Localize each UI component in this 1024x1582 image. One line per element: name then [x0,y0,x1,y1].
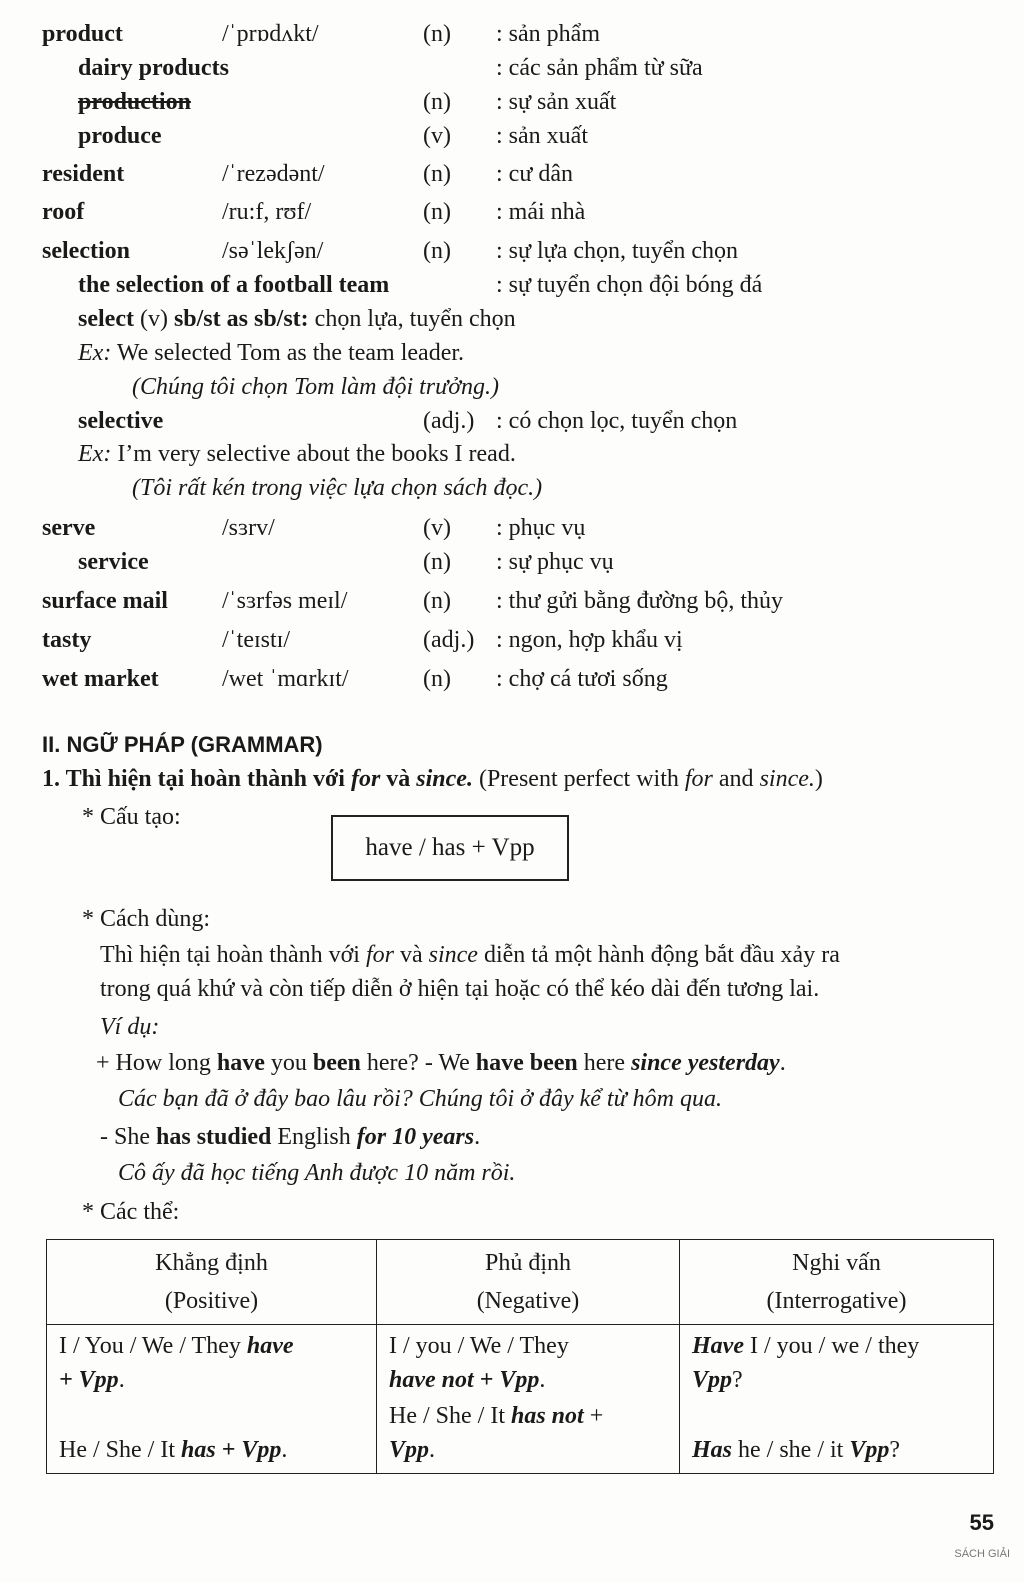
forms-table [46,1239,994,1474]
vocab-meaning: : có chọn lọc, tuyển chọn [496,408,738,434]
vocab-row [0,233,1024,269]
vocab-row [0,403,1024,439]
vocab-meaning: : cư dân [496,161,573,187]
grammar-point-title: 1. Thì hiện tại hoàn thành với for và since. (Present perfect with for and since.) [42,766,823,792]
table-row [47,1325,994,1474]
table-cell-interrogative: Have I / you / we / they Vpp? Has he / she / it Vpp? [680,1325,994,1474]
vocab-pos: (n) [423,21,451,47]
example-line: Ex: We selected Tom as the team leader. [78,340,465,366]
vocab-meaning: : sự lựa chọn, tuyển chọn [496,238,738,264]
vocab-row [0,194,1024,230]
example-line: Ex: I’m very selective about the books I read. [78,441,516,467]
vocab-row [0,50,1024,86]
usage-text: trong quá khứ và còn tiếp diễn ở hiện tại hoặc có thể kéo dài đến tương lai. [100,976,820,1002]
vocab-meaning: : sự sản xuất [496,89,617,115]
vocab-row [0,510,1024,546]
vocab-meaning: : sản phẩm [496,21,600,47]
forms-label: * Các thể: [82,1199,180,1225]
vocab-phonetic: /səˈlekʃən/ [222,238,324,264]
table-header-row [47,1240,994,1325]
vocab-row [0,661,1024,697]
vocab-word: selection [42,238,130,264]
vocab-word: the selection of a football team [78,272,390,298]
vocab-word: dairy products [78,55,229,81]
vocab-phonetic: /ˈprɒdʌkt/ [222,21,319,47]
vocab-row [0,544,1024,580]
publisher-logo: SÁCH GIẢI [954,1548,1010,1560]
example-translation: Cô ấy đã học tiếng Anh được 10 năm rồi. [118,1160,516,1186]
vocab-pos: (n) [423,238,451,264]
vocab-word: product [42,21,123,47]
vocab-meaning: : phục vụ [496,515,586,541]
formula-text: have / has + Vpp [365,834,535,861]
vocab-pos: (adj.) [423,408,475,434]
vocab-pos: (n) [423,549,451,575]
section-heading: II. NGỮ PHÁP (GRAMMAR) [42,732,323,757]
table-cell-negative: I / you / We / They have not + Vpp. He / She / It has not + Vpp. [377,1325,680,1474]
structure-label: * Cấu tạo: [82,804,181,830]
example-translation: (Chúng tôi chọn Tom làm đội trưởng.) [132,374,500,400]
usage-text: Thì hiện tại hoàn thành với for và since diễn tả một hành động bắt đầu xảy ra [100,942,840,968]
page-number: 55 [969,1510,994,1535]
vocab-pos: (n) [423,199,451,225]
vocab-word: roof [42,199,85,225]
vocab-pos: (v) [423,515,451,541]
vocab-meaning: : sự phục vụ [496,549,614,575]
vocab-pos: (v) [423,123,451,149]
vocab-pos: (adj.) [423,627,475,653]
vocab-row [0,622,1024,658]
usage-label: * Cách dùng: [82,906,210,932]
vocab-meaning: : các sản phẩm từ sữa [496,55,703,81]
vocab-word: serve [42,515,96,541]
example-translation: Các bạn đã ở đây bao lâu rồi? Chúng tôi ở đây kể từ hôm qua. [118,1086,722,1112]
vocab-row [0,583,1024,619]
vocab-pos: (n) [423,588,451,614]
vocab-word: produce [78,123,162,149]
example-label: Ví dụ: [100,1014,160,1040]
vocab-phonetic: /ˈsɜrfəs meɪl/ [222,588,348,614]
vocab-word: tasty [42,627,92,653]
table-header-cell: Phủ định (Negative) [377,1240,680,1325]
example-translation: (Tôi rất kén trong việc lựa chọn sách đọc.) [132,475,543,501]
select-note: select (v) sb/st as sb/st: chọn lựa, tuyển chọn [78,306,516,332]
formula-box [331,815,569,881]
vocab-word: resident [42,161,125,187]
vocab-meaning: : mái nhà [496,199,586,225]
table-header-cell: Khẳng định (Positive) [47,1240,377,1325]
vocab-word: service [78,549,149,575]
vocab-phonetic: /ˈteɪstɪ/ [222,627,290,653]
example-line: + How long have you been here? - We have been here since yesterday. [96,1050,786,1076]
vocab-meaning: : chợ cá tươi sống [496,666,668,692]
vocab-word: surface mail [42,588,168,614]
vocab-meaning: : thư gửi bằng đường bộ, thủy [496,588,784,614]
vocab-row [0,84,1024,120]
vocab-row [0,16,1024,52]
vocab-word: production [78,89,191,115]
table-cell-positive: I / You / We / They have + Vpp. He / She / It has + Vpp. [47,1325,377,1474]
vocab-pos: (n) [423,89,451,115]
table-header-cell: Nghi vấn (Interrogative) [680,1240,994,1325]
vocab-row [0,118,1024,154]
vocab-phonetic: /sɜrv/ [222,515,275,541]
example-line: - She has studied English for 10 years. [100,1124,481,1150]
vocab-word: selective [78,408,164,434]
vocab-row [0,267,1024,303]
vocab-meaning: : ngon, hợp khẩu vị [496,627,683,653]
vocab-pos: (n) [423,666,451,692]
vocab-phonetic: /ˈrezədənt/ [222,161,325,187]
vocab-meaning: : sản xuất [496,123,588,149]
vocab-meaning: : sự tuyển chọn đội bóng đá [496,272,763,298]
vocab-row [0,156,1024,192]
vocab-word: wet market [42,666,159,692]
vocab-phonetic: /wet ˈmɑrkɪt/ [222,666,349,692]
vocab-pos: (n) [423,161,451,187]
vocab-phonetic: /ru:f, rʊf/ [222,199,312,225]
